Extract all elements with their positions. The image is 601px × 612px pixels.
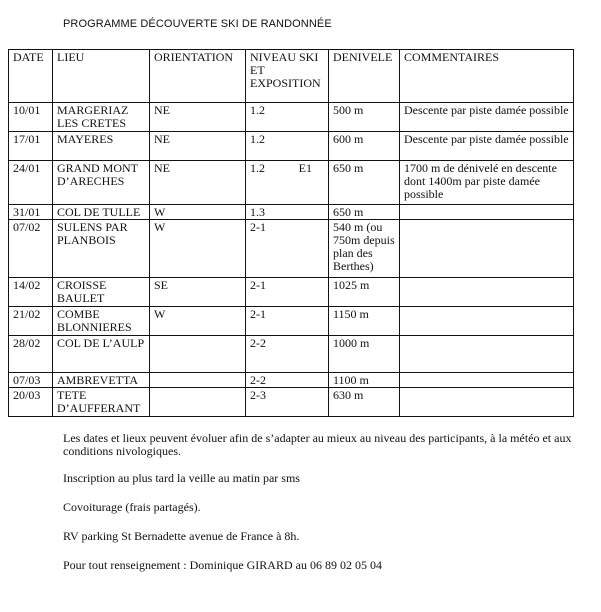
cell-niveau <box>246 278 329 307</box>
cell-niveau <box>246 161 329 205</box>
cell-orientation: NE <box>150 103 246 132</box>
table-row <box>9 220 574 278</box>
cell-denivele: 600 m <box>329 132 400 161</box>
cell-orientation: NE <box>150 132 246 161</box>
cell-commentaires <box>400 336 574 373</box>
cell-denivele: 1025 m <box>329 278 400 307</box>
cell-orientation <box>150 336 246 373</box>
niveau-value: 1.2 <box>250 161 265 175</box>
cell-lieu: CROISSE BAULET <box>53 278 150 307</box>
cell-date: 14/02 <box>9 278 53 307</box>
cell-niveau <box>246 103 329 132</box>
table-row <box>9 161 574 205</box>
cell-commentaires: Descente par piste damée possible <box>400 132 574 161</box>
exposition-value: E1 <box>298 161 312 175</box>
niveau-value: 2-1 <box>250 278 266 292</box>
cell-date: 21/02 <box>9 307 53 336</box>
cell-commentaires <box>400 205 574 220</box>
header-niveau: NIVEAU SKI ET EXPOSITION <box>246 50 329 103</box>
niveau-value: 2-1 <box>250 307 266 321</box>
niveau-value: 1.3 <box>250 205 265 219</box>
cell-denivele: 650 m <box>329 205 400 220</box>
table-row <box>9 336 574 373</box>
header-orientation: ORIENTATION <box>150 50 246 103</box>
header-denivele: DENIVELE <box>329 50 400 103</box>
cell-niveau <box>246 132 329 161</box>
niveau-value: 2-1 <box>250 220 266 234</box>
note-contact: Pour tout renseignement : Dominique GIRARD au 06 89 02 05 04 <box>63 558 382 572</box>
cell-niveau <box>246 373 329 388</box>
cell-commentaires: 1700 m de dénivelé en descente dont 1400m par piste damée possible <box>400 161 574 205</box>
note-dates-lieux: Les dates et lieux peuvent évoluer afin de s’adapter au mieux au niveau des participants, à la météo et aux conditions nivologiques. <box>63 431 572 458</box>
cell-lieu: AMBREVETTA <box>53 373 150 388</box>
cell-commentaires <box>400 220 574 278</box>
cell-denivele: 650 m <box>329 161 400 205</box>
cell-orientation <box>150 373 246 388</box>
table-row <box>9 205 574 220</box>
header-commentaires: COMMENTAIRES <box>400 50 574 103</box>
cell-niveau <box>246 220 329 278</box>
cell-date: 10/01 <box>9 103 53 132</box>
cell-commentaires <box>400 307 574 336</box>
cell-denivele: 540 m (ou 750m depuis plan des Berthes) <box>329 220 400 278</box>
cell-denivele: 630 m <box>329 388 400 417</box>
cell-date: 20/03 <box>9 388 53 417</box>
niveau-value: 2-2 <box>250 336 266 350</box>
table-row <box>9 373 574 388</box>
cell-orientation <box>150 388 246 417</box>
note-inscription: Inscription au plus tard la veille au matin par sms <box>63 471 300 485</box>
cell-lieu: COL DE TULLE <box>53 205 150 220</box>
notes-section <box>63 432 573 572</box>
cell-lieu: MARGERIAZ LES CRETES <box>53 103 150 132</box>
header-date: DATE <box>9 50 53 103</box>
cell-lieu: TETE D’AUFFERANT <box>53 388 150 417</box>
cell-lieu: GRAND MONT D’ARECHES <box>53 161 150 205</box>
cell-commentaires: Descente par piste damée possible <box>400 103 574 132</box>
cell-lieu: MAYERES <box>53 132 150 161</box>
table-header-row <box>9 50 574 103</box>
cell-niveau <box>246 205 329 220</box>
cell-date: 31/01 <box>9 205 53 220</box>
note-rendez-vous: RV parking St Bernadette avenue de France à 8h. <box>63 529 300 543</box>
cell-denivele: 1150 m <box>329 307 400 336</box>
cell-date: 07/03 <box>9 373 53 388</box>
program-table <box>8 49 574 417</box>
cell-niveau <box>246 336 329 373</box>
cell-commentaires <box>400 278 574 307</box>
table-row <box>9 388 574 417</box>
cell-orientation: W <box>150 307 246 336</box>
note-covoiturage: Covoiturage (frais partagés). <box>63 500 201 514</box>
document-title: PROGRAMME DÉCOUVERTE SKI DE RANDONNÉE <box>63 18 332 30</box>
cell-niveau <box>246 388 329 417</box>
cell-orientation: SE <box>150 278 246 307</box>
table-row <box>9 103 574 132</box>
cell-commentaires <box>400 388 574 417</box>
cell-orientation: NE <box>150 161 246 205</box>
header-lieu: LIEU <box>53 50 150 103</box>
table-row <box>9 278 574 307</box>
cell-lieu: COMBE BLONNIERES <box>53 307 150 336</box>
cell-orientation: W <box>150 205 246 220</box>
cell-commentaires <box>400 373 574 388</box>
niveau-value: 2-2 <box>250 373 266 387</box>
cell-date: 07/02 <box>9 220 53 278</box>
niveau-value: 1.2 <box>250 103 265 117</box>
cell-lieu: SULENS PAR PLANBOIS <box>53 220 150 278</box>
cell-date: 28/02 <box>9 336 53 373</box>
cell-denivele: 1000 m <box>329 336 400 373</box>
cell-lieu: COL DE L’AULP <box>53 336 150 373</box>
cell-date: 17/01 <box>9 132 53 161</box>
table-row <box>9 307 574 336</box>
cell-niveau <box>246 307 329 336</box>
cell-denivele: 500 m <box>329 103 400 132</box>
cell-date: 24/01 <box>9 161 53 205</box>
cell-orientation: W <box>150 220 246 278</box>
cell-denivele: 1100 m <box>329 373 400 388</box>
niveau-value: 2-3 <box>250 388 266 402</box>
niveau-value: 1.2 <box>250 132 265 146</box>
table-row <box>9 132 574 161</box>
